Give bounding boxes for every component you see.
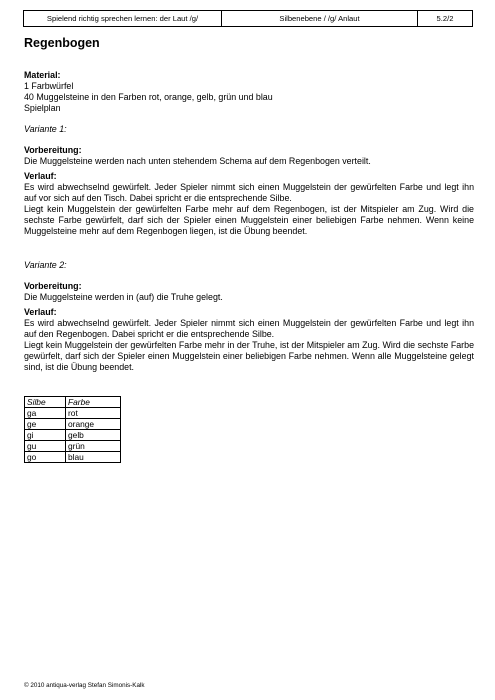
variant-1-title: Variante 1: [24,124,67,134]
variant-1-prep-text: Die Muggelsteine werden nach unten stehendem Schema auf dem Regenbogen verteilt. [24,156,371,166]
main-content [24,36,474,463]
table-header-syllable: Silbe [25,397,66,408]
variant-1-course-heading: Verlauf: [24,171,57,181]
table-cell-color: rot [66,408,121,419]
variant-1-prep-heading: Vorbereitung: [24,145,82,155]
material-item: 1 Farbwürfel [24,81,74,91]
variant-2-section [24,260,474,373]
material-item: 40 Muggelsteine in den Farben rot, orange, gelb, grün und blau [24,92,273,102]
variant-1-course-p1: Es wird abwechselnd gewürfelt. Jeder Spieler nimmt sich einen Muggelstein der gewürfelten Farbe und legt ihn auf vor sich auf den Tisch. Dabei spricht er die entsprechende Silbe. [24,182,474,203]
variant-1-course-p2: Liegt kein Muggelstein der gewürfelten Farbe mehr auf dem Regenbogen, ist der Mitspieler am Zug. Wird die sechste Farbe gewürfelt, darf sich der Spieler einen Muggelstein einer beliebigen Farbe nehmen. Wenn keine Muggelsteine mehr auf dem Regenbogen liegen, ist die Übung beendet. [24,204,474,236]
header-topic: Spielend richtig sprechen lernen: der Laut /g/ [24,11,222,26]
table-row [25,430,121,441]
header-level: Silbenebene / /g/ Anlaut [222,11,418,26]
table-cell-syllable: ga [25,408,66,419]
syllable-color-table [24,396,121,463]
table-row [25,419,121,430]
header-table [23,10,473,27]
table-header-row [25,397,121,408]
table-cell-syllable: go [25,452,66,463]
table-row [25,441,121,452]
table-row [25,408,121,419]
variant-2-course-p2: Liegt kein Muggelstein der gewürfelten Farbe mehr in der Truhe, ist der Mitspieler am Zug. Wird die sechste Farbe gewürfelt, darf sich der Spieler einen Muggelstein einer beliebigen Farbe nehmen. Wenn alle Muggelsteine gelegt sind, ist die Übung beendet. [24,340,474,372]
table-row [25,452,121,463]
material-heading: Material: [24,70,61,80]
variant-2-prep-text: Die Muggelsteine werden in (auf) die Truhe gelegt. [24,292,223,302]
variant-2-course-p1: Es wird abwechselnd gewürfelt. Jeder Spieler nimmt sich einen Muggelstein der gewürfelten Farbe und legt ihn auf den Regenbogen. Dabei spricht er die entsprechende Silbe. [24,318,474,339]
table-header-color: Farbe [66,397,121,408]
table-cell-color: grün [66,441,121,452]
table-cell-syllable: gi [25,430,66,441]
table-cell-color: blau [66,452,121,463]
copyright-footer: © 2010 antiqua-verlag Stefan Simonis-Kalk [24,682,145,689]
material-item: Spielplan [24,103,61,113]
header-page-number: 5.2/2 [436,14,454,23]
table-cell-color: orange [66,419,121,430]
material-section [24,70,474,114]
page-title: Regenbogen [24,36,100,50]
table-cell-syllable: gu [25,441,66,452]
variant-2-course-heading: Verlauf: [24,307,57,317]
variant-2-title: Variante 2: [24,260,67,270]
table-cell-color: gelb [66,430,121,441]
variant-1-section [24,124,474,237]
table-cell-syllable: ge [25,419,66,430]
variant-2-prep-heading: Vorbereitung: [24,281,82,291]
